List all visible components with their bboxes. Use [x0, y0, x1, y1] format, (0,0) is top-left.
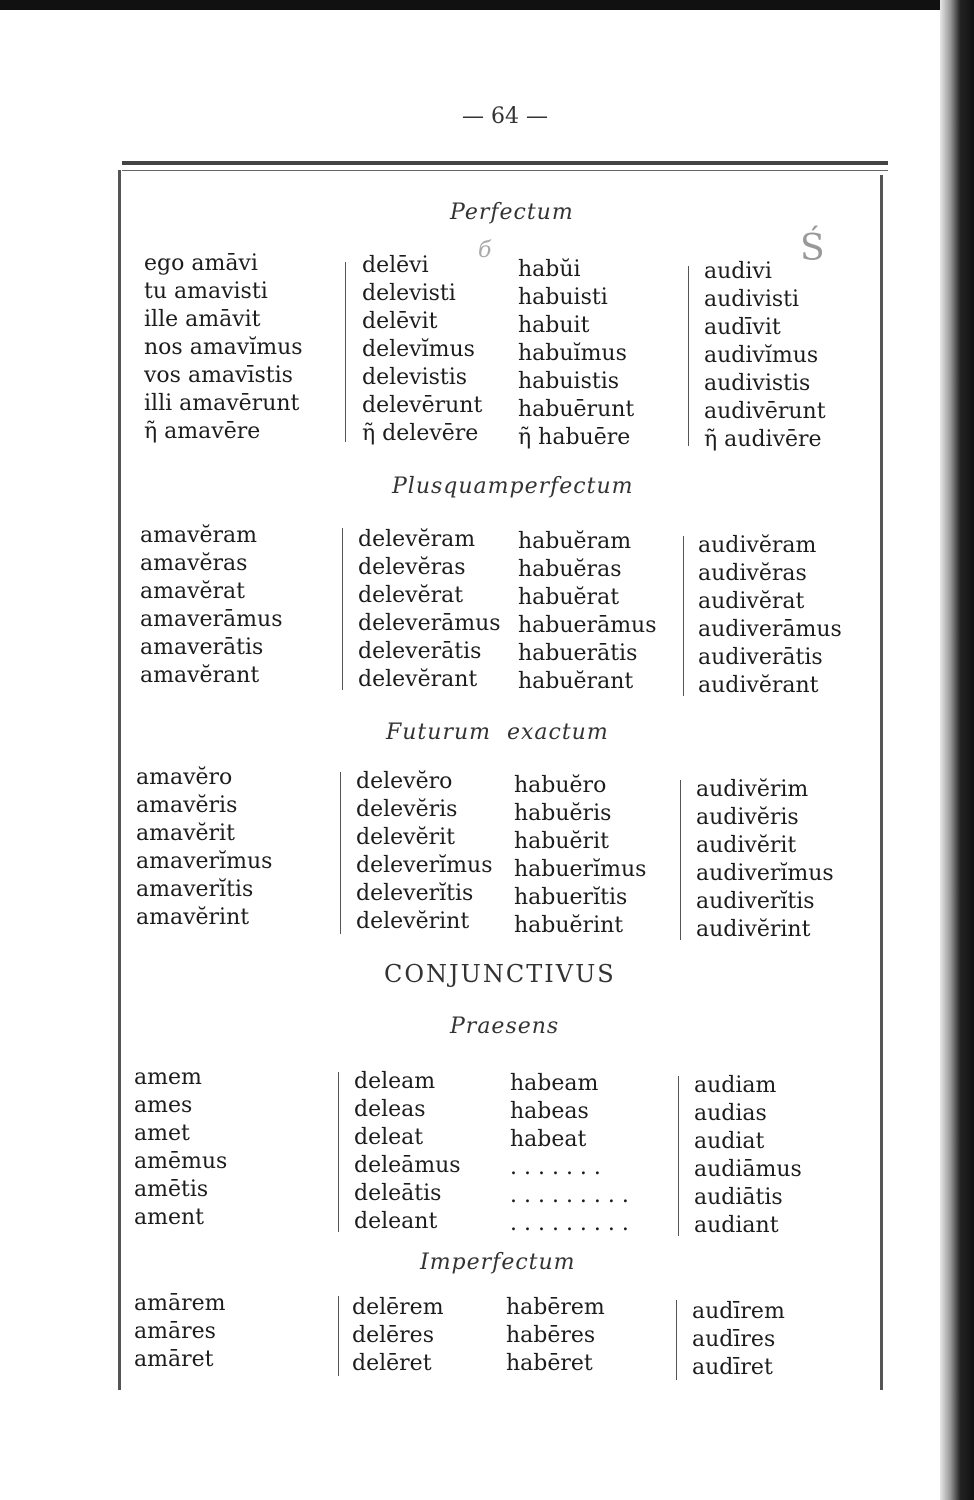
- verb-form: deleāmus: [354, 1153, 461, 1178]
- verb-form: amavĕrat: [140, 579, 246, 604]
- praesens-column-4: [694, 1072, 802, 1240]
- perfectum-column-3: [518, 256, 634, 452]
- verb-form: audivi: [704, 259, 772, 284]
- verb-form: amaverāmus: [140, 607, 283, 632]
- verb-form: audiat: [694, 1129, 765, 1154]
- verb-form: delēres: [352, 1323, 434, 1348]
- verb-form: delevisti: [362, 281, 456, 306]
- praesens-column-1: [134, 1064, 227, 1232]
- verb-form: audivĕris: [696, 805, 799, 830]
- column-separator: [678, 1076, 679, 1236]
- verb-form: delevērunt: [362, 393, 483, 418]
- plusquamperfectum-column-1: [140, 522, 283, 690]
- verb-form: audīrem: [692, 1299, 785, 1324]
- imperfectum-column-3: [506, 1294, 605, 1378]
- verb-form: habuĕrant: [518, 669, 634, 694]
- verb-form: deleverāmus: [358, 611, 501, 636]
- verb-form: habuĕrat: [518, 585, 620, 610]
- verb-form: tu amavisti: [144, 279, 268, 304]
- futurum-exactum-column-4: [696, 776, 834, 944]
- verb-form: deleverātis: [358, 639, 482, 664]
- handwritten-inline-mark: б: [478, 238, 492, 263]
- column-separator: [688, 266, 689, 446]
- verb-form: habuĕris: [514, 801, 612, 826]
- heading-futurum-exactum: Futurum exactum: [386, 720, 609, 745]
- column-separator: [342, 528, 343, 690]
- verb-form: habŭi: [518, 257, 581, 282]
- verb-form: habeam: [510, 1071, 599, 1096]
- verb-form: deleverĭtis: [356, 881, 474, 906]
- verb-form: ῆ amavēre: [144, 419, 261, 444]
- verb-form: audivĕrint: [696, 917, 811, 942]
- verb-form: habuērunt: [518, 397, 635, 422]
- verb-form: habuerĭtis: [514, 885, 628, 910]
- verb-form: habuĕro: [514, 773, 607, 798]
- verb-form: audiam: [694, 1073, 777, 1098]
- verb-form: . . . . . . . . .: [510, 1211, 629, 1236]
- column-separator: [340, 772, 341, 934]
- verb-form: amētis: [134, 1177, 209, 1202]
- verb-form: audiāmus: [694, 1157, 802, 1182]
- verb-form: audias: [694, 1101, 767, 1126]
- verb-form: delēvit: [362, 309, 438, 334]
- verb-form: audivērunt: [704, 399, 826, 424]
- verb-form: delevĕrat: [358, 583, 464, 608]
- column-separator: [345, 262, 346, 442]
- verb-form: habuerāmus: [518, 613, 657, 638]
- plusquamperfectum-column-3: [518, 528, 657, 696]
- verb-form: amaverĭtis: [136, 877, 254, 902]
- verb-form: delevistis: [362, 365, 468, 390]
- verb-form: amavĕras: [140, 551, 248, 576]
- verb-form: ames: [134, 1093, 193, 1118]
- verb-form: ille amāvit: [144, 307, 261, 332]
- verb-form: nos amavĭmus: [144, 335, 303, 360]
- verb-form: deleam: [354, 1069, 436, 1094]
- verb-form: amem: [134, 1065, 202, 1090]
- scan-right-edge: [940, 0, 974, 1500]
- handwritten-margin-mark: Ś: [800, 228, 825, 269]
- verb-form: habuĭmus: [518, 341, 627, 366]
- verb-form: audivĕram: [698, 533, 817, 558]
- verb-form: audivistis: [704, 371, 811, 396]
- verb-form: habeat: [510, 1127, 587, 1152]
- verb-form: audīret: [692, 1355, 773, 1380]
- verb-form: delevĕro: [356, 769, 453, 794]
- left-border: [118, 170, 121, 1390]
- verb-form: amaverātis: [140, 635, 264, 660]
- heading-conjunctivus: CONJUNCTIVUS: [384, 960, 616, 988]
- verb-form: audiant: [694, 1213, 779, 1238]
- verb-form: audīvit: [704, 315, 781, 340]
- plusquamperfectum-column-4: [698, 532, 842, 700]
- verb-form: delevĕram: [358, 527, 476, 552]
- verb-form: habuĕrit: [514, 829, 609, 854]
- verb-form: amet: [134, 1121, 190, 1146]
- verb-form: ῆ delevēre: [362, 421, 479, 446]
- verb-form: delēvi: [362, 253, 429, 278]
- verb-form: deleant: [354, 1209, 438, 1234]
- column-separator: [683, 536, 684, 696]
- verb-form: audiverātis: [698, 645, 823, 670]
- verb-form: audivĕras: [698, 561, 807, 586]
- futurum-exactum-column-2: [356, 768, 492, 936]
- verb-form: habuistis: [518, 369, 620, 394]
- verb-form: amavĕro: [136, 765, 233, 790]
- column-separator: [680, 780, 681, 940]
- praesens-column-3: [510, 1070, 629, 1238]
- verb-form: ῆ habuēre: [518, 425, 631, 450]
- verb-form: habeas: [510, 1099, 589, 1124]
- perfectum-column-1: [144, 250, 303, 446]
- verb-form: amēmus: [134, 1149, 228, 1174]
- verb-form: delevĕrit: [356, 825, 455, 850]
- verb-form: audivĕrant: [698, 673, 819, 698]
- perfectum-column-4: [704, 258, 826, 454]
- verb-form: amāret: [134, 1347, 214, 1372]
- verb-form: amārem: [134, 1291, 226, 1316]
- verb-form: illi amavērunt: [144, 391, 300, 416]
- page-number: — 64 —: [462, 104, 548, 129]
- verb-form: amāres: [134, 1319, 216, 1344]
- imperfectum-column-1: [134, 1290, 226, 1374]
- verb-form: habuĕrint: [514, 913, 624, 938]
- verb-form: delēret: [352, 1351, 432, 1376]
- verb-form: amavĕram: [140, 523, 258, 548]
- scan-top-edge: [0, 0, 974, 10]
- plusquamperfectum-column-2: [358, 526, 501, 694]
- futurum-exactum-column-3: [514, 772, 646, 940]
- verb-form: audiātis: [694, 1185, 783, 1210]
- verb-form: habēres: [506, 1323, 596, 1348]
- verb-form: habuerātis: [518, 641, 638, 666]
- imperfectum-column-2: [352, 1294, 444, 1378]
- verb-form: vos amavīstis: [144, 363, 293, 388]
- verb-form: audivĕrat: [698, 589, 805, 614]
- column-separator: [338, 1296, 339, 1376]
- verb-form: ῆ audivēre: [704, 427, 822, 452]
- imperfectum-column-4: [692, 1298, 785, 1382]
- verb-form: delevĭmus: [362, 337, 475, 362]
- verb-form: delevĕrint: [356, 909, 470, 934]
- heading-praesens: Praesens: [450, 1014, 560, 1039]
- verb-form: habuĕram: [518, 529, 632, 554]
- verb-form: amavĕris: [136, 793, 238, 818]
- verb-form: habuit: [518, 313, 590, 338]
- verb-form: audīres: [692, 1327, 776, 1352]
- verb-form: habērem: [506, 1295, 605, 1320]
- top-rule-thin: [122, 170, 888, 171]
- verb-form: delevĕris: [356, 797, 458, 822]
- verb-form: delērem: [352, 1295, 444, 1320]
- verb-form: delevĕrant: [358, 667, 478, 692]
- verb-form: ego amāvi: [144, 251, 258, 276]
- verb-form: deleat: [354, 1125, 424, 1150]
- verb-form: audiverāmus: [698, 617, 842, 642]
- heading-perfectum: Perfectum: [450, 200, 574, 225]
- verb-form: audivĕrim: [696, 777, 809, 802]
- verb-form: delevĕras: [358, 555, 466, 580]
- heading-imperfectum: Imperfectum: [420, 1250, 576, 1275]
- verb-form: habuĕras: [518, 557, 622, 582]
- verb-form: amavĕrant: [140, 663, 260, 688]
- verb-form: audiverĭmus: [696, 861, 834, 886]
- verb-form: . . . . . . .: [510, 1155, 601, 1180]
- verb-form: audivĕrit: [696, 833, 797, 858]
- right-border: [880, 175, 883, 1390]
- verb-form: audiverĭtis: [696, 889, 815, 914]
- column-separator: [338, 1072, 339, 1232]
- perfectum-column-2: [362, 252, 482, 448]
- verb-form: audivĭmus: [704, 343, 819, 368]
- heading-plusquamperfectum: Plusquamperfectum: [392, 474, 634, 499]
- verb-form: habuisti: [518, 285, 608, 310]
- verb-form: deleas: [354, 1097, 426, 1122]
- verb-form: habuerĭmus: [514, 857, 647, 882]
- verb-form: amavĕrint: [136, 905, 250, 930]
- verb-form: deleātis: [354, 1181, 442, 1206]
- column-separator: [676, 1300, 677, 1380]
- verb-form: audivisti: [704, 287, 800, 312]
- praesens-column-2: [354, 1068, 461, 1236]
- verb-form: habēret: [506, 1351, 593, 1376]
- verb-form: amavĕrit: [136, 821, 235, 846]
- verb-form: amaverĭmus: [136, 849, 273, 874]
- verb-form: . . . . . . . . .: [510, 1183, 629, 1208]
- verb-form: ament: [134, 1205, 205, 1230]
- futurum-exactum-column-1: [136, 764, 272, 932]
- top-rule: [122, 161, 888, 165]
- verb-form: deleverĭmus: [356, 853, 493, 878]
